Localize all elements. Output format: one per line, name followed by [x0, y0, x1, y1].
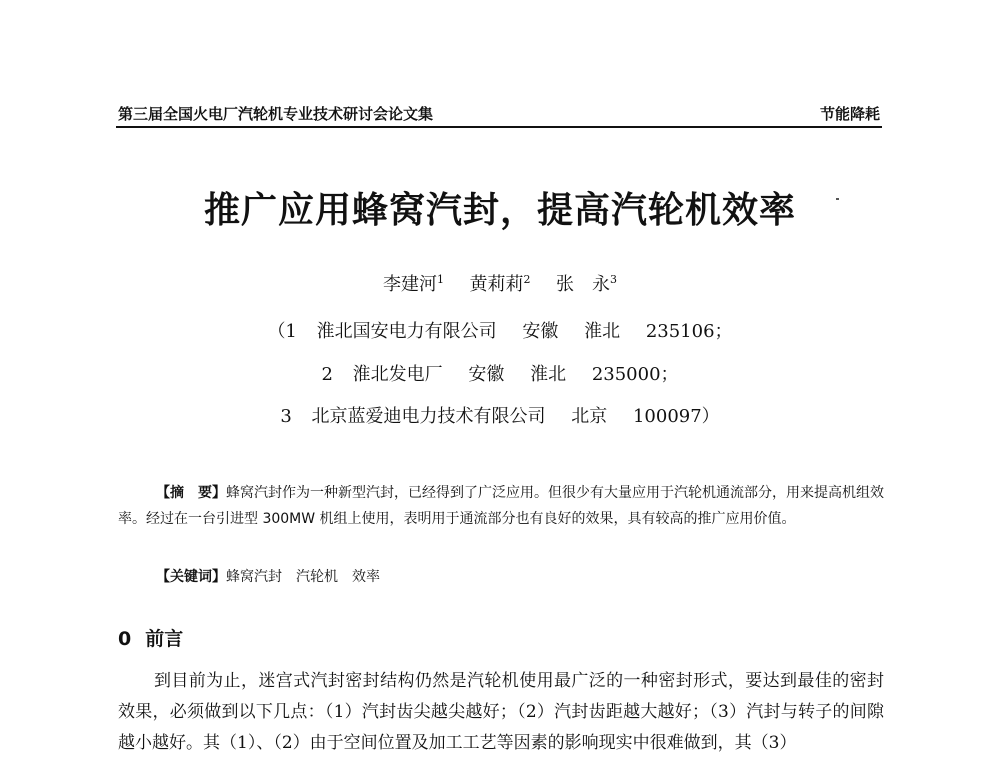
affiliation-org: 淮北发电厂 — [352, 364, 443, 385]
section-title: 前言 — [145, 628, 184, 650]
affiliation-postcode: 235106； — [645, 321, 733, 342]
affiliation-org: 北京蓝爱迪电力技术有限公司 — [311, 406, 546, 427]
affiliation-province: 安徽 — [522, 321, 559, 342]
author-affiliation-mark: 2 — [523, 273, 531, 286]
affiliation-line — [0, 360, 1000, 386]
affiliation-postcode: 100097） — [632, 406, 720, 427]
keywords-label: 【关键词】 — [156, 569, 226, 585]
affiliation-city: 淮北 — [530, 364, 567, 385]
affiliation-prefix: 2 — [321, 364, 333, 385]
affiliation-prefix: （1 — [267, 321, 297, 342]
affiliation-city: 北京 — [571, 406, 608, 427]
affiliation-postcode: 235000； — [591, 364, 679, 385]
affiliation-org: 淮北国安电力有限公司 — [316, 321, 497, 342]
affiliation-province: 安徽 — [468, 364, 505, 385]
body-paragraph: 到目前为止，迷宫式汽封密封结构仍然是汽轮机使用最广泛的一种密封形式，要达到最佳的密封效果，必须做到以下几点：（1）汽封齿尖越尖越好；（2）汽封齿距越大越好；（3）汽封与转子的间隙越小越好。其（1）、（2）由于空间位置及加工工艺等因素的影响现实中很难做到，其（3） — [118, 671, 884, 753]
author-affiliation-mark: 3 — [609, 273, 617, 286]
abstract-text: 蜂窝汽封作为一种新型汽封，已经得到了广泛应用。但很少有大量应用于汽轮机通流部分，用来提高机组效率。经过在一台引进型 300MW 机组上使用，表明用于通流部分也有良好的效果，具有较高的推广应用价值。 — [118, 485, 884, 527]
affiliation-line — [0, 402, 1000, 428]
abstract — [118, 480, 884, 532]
keyword: 效率 — [352, 569, 380, 585]
affiliation-line — [0, 317, 1000, 343]
author-name: 李建河 — [383, 274, 438, 295]
abstract-label: 【摘 要】 — [156, 485, 226, 501]
section-number: 0 — [118, 628, 132, 650]
affiliation-city: 淮北 — [584, 321, 621, 342]
affiliation-prefix: 3 — [280, 406, 292, 427]
author-name: 张 永 — [555, 274, 610, 295]
author-line — [0, 270, 1000, 296]
keywords — [156, 566, 380, 586]
author-name: 黄莉莉 — [469, 274, 524, 295]
running-header-section: 节能降耗 — [819, 105, 880, 123]
keyword: 汽轮机 — [296, 569, 338, 585]
keyword: 蜂窝汽封 — [226, 569, 282, 585]
section-heading — [118, 624, 183, 651]
author-affiliation-mark: 1 — [437, 273, 445, 286]
paper-title: 推广应用蜂窝汽封，提高汽轮机效率 — [203, 190, 796, 231]
running-header-title: 第三届全国火电厂汽轮机专业技术研讨会论文集 — [118, 105, 434, 123]
header-rule — [116, 126, 882, 128]
